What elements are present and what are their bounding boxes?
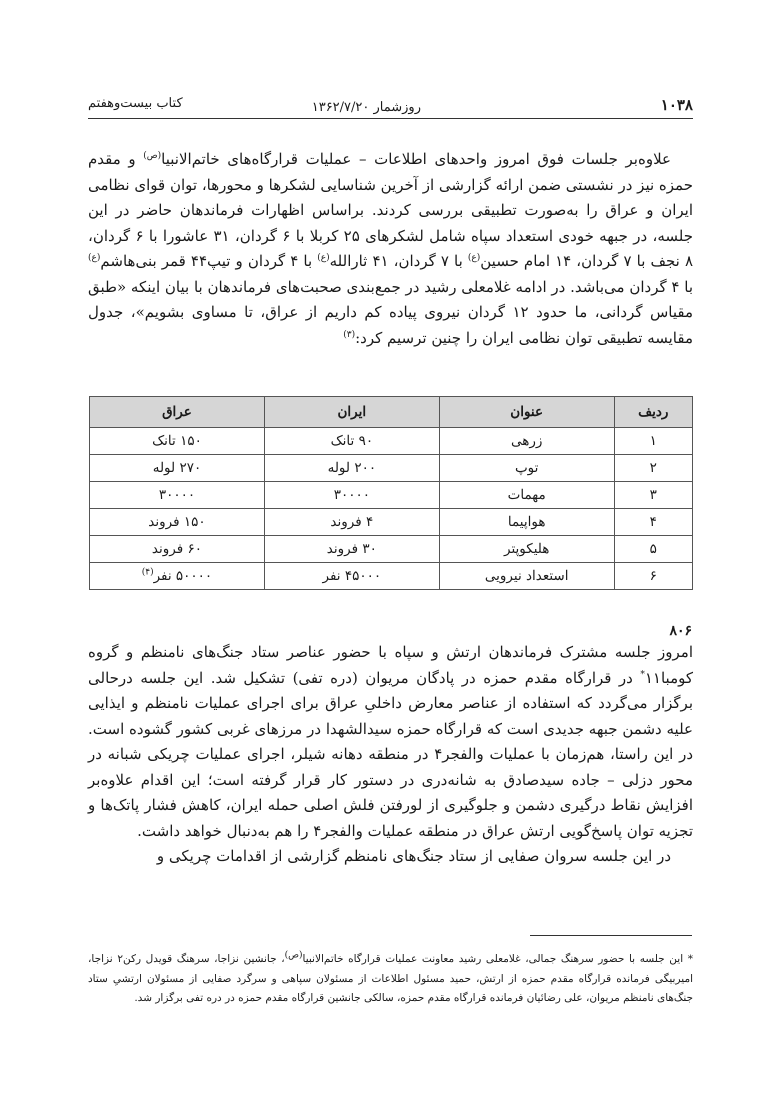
cell-iraq: ۲۷۰ لوله [90,455,265,482]
footnote: * این جلسه با حضور سرهنگ جمالی، غلامعلی رشید معاونت عملیات قرارگاه خاتم‌الانبیا$^{(ص)}$، جانشین نزاجا، سرهنگ قویدل رکن۲ نزاجا، امیربیگی فرمانده قرارگاه مقدم حمزه از ارتش، حمید مسئول اطلاعات از مسئولان سپاهی و سرگرد صفایی از مسئولان ارتشیِ ستاد جنگ‌های نامنظم مریوان، علی رضائیان فرمانده قرارگاه مقدم حمزه، سالکی جانشین قرارگاه مقدم حمزه در دره تفی برگزار شد. [88,950,693,1004]
section-body [88,640,693,870]
section-number: ۸۰۶ [669,623,692,639]
table-row [90,428,693,455]
footnote-divider [530,935,692,936]
cell-title: استعداد نیرویی [439,563,614,590]
cell-iraq: ۳۰۰۰۰ [90,482,265,509]
cell-row-number: ۱ [614,428,692,455]
table-row [90,455,693,482]
cell-iraq: ۵۰۰۰۰ نفر$^{(۴)}$ [90,563,265,590]
date-label: روزشمار ۱۳۶۲/۷/۲۰ [311,100,421,115]
page-number: ۱۰۳۸ [660,96,693,114]
table-row [90,563,693,590]
comparison-table [89,396,693,590]
cell-iran: ۳۰۰۰۰ [264,482,439,509]
table-row [90,536,693,563]
header-row-number: ردیف [614,397,692,428]
cell-iraq: ۱۵۰ فروند [90,509,265,536]
header-divider [88,118,693,119]
cell-row-number: ۳ [614,482,692,509]
cell-row-number: ۵ [614,536,692,563]
cell-iraq: ۶۰ فروند [90,536,265,563]
book-title: کتاب بیست‌وهفتم [88,96,183,111]
cell-iran: ۹۰ تانک [264,428,439,455]
cell-iraq: ۱۵۰ تانک [90,428,265,455]
cell-title: زرهی [439,428,614,455]
cell-title: هواپیما [439,509,614,536]
cell-iran: ۳۰ فروند [264,536,439,563]
cell-title: توپ [439,455,614,482]
cell-title: مهمات [439,482,614,509]
table-row [90,509,693,536]
cell-row-number: ۲ [614,455,692,482]
cell-row-number: ۶ [614,563,692,590]
header-title: عنوان [439,397,614,428]
table-header-row [90,397,693,428]
table-row [90,482,693,509]
cell-iran: ۴ فروند [264,509,439,536]
intro-paragraph: علاوه‌بر جلسات فوق امروز واحدهای اطلاعات – عملیات قرارگاه‌های خاتم‌الانبیا$^{(ص)}$ و مقدم حمزه نیز در نشستی ضمن ارائه گزارشی از آخرین شناسایی لشکرها و محورها، توان قوای نظامی ایران و عراق را به‌صورت تطبیقی بررسی کردند. براساس اظهارات فرماندهان حاضر در این جلسه، در جبهه خودی استعداد سپاه شامل لشکرهای ۲۵ کربلا با ۶ گردان، ۳۱ عاشورا با ۶ گردان، ۸ نجف با ۷ گردان، ۱۴ امام حسین$^{(ع)}$ با ۷ گردان، ۴۱ ثارالله$^{(ع)}$ با ۴ گردان و تیپ۴۴ قمر بنی‌هاشم$^{(ع)}$ با ۴ گردان می‌باشد. در ادامه غلامعلی رشید در جمع‌بندی صحبت‌های فرماندهان با بیان اینکه «طبق مقیاس گردانی، ما حدود ۱۲ گردان نیروی پیاده کم داریم از عراق، تا مساوی بشویم»، جدول مقایسه تطبیقی توان نظامی ایران را چنین ترسیم کرد:$^{(۳)}$ [88,150,694,347]
header-iraq: عراق [90,397,265,428]
cell-iran: ۴۵۰۰۰ نفر [264,563,439,590]
cell-iran: ۲۰۰ لوله [264,455,439,482]
page-header [88,96,693,120]
header-iran: ایران [264,397,439,428]
cell-title: هلیکوپتر [439,536,614,563]
section-paragraph: امروز جلسه مشترک فرماندهان ارتش و سپاه با حضور عناصر ستاد جنگ‌های نامنظم و گروه کومبا۱۱* در قرارگاه مقدم حمزه در پادگان مریوان (دره تفی) تشکیل شد. این جلسه درحالی برگزار می‌گردد که استفاده از عناصر معارض داخلیِ عراق برای اجرای عملیات نامنظم و ایذایی علیه دشمن جبهه جدیدی است که قرارگاه حمزه سیدالشهدا در مرزهای غربی کشور گشوده است. در این راستا، هم‌زمان با عملیات والفجر۴ در منطقه دهانه شیلر، اجرای عملیات چریکی شبانه در محور دزلی – جاده سیدصادق به شانه‌دری در دستور کار قرار گرفته است؛ این اقدام علاوه‌بر افزایش نقاط درگیری دشمن و جلوگیری از لورفتن فلش اصلی حمله ایران، کاهش فشار پاتک‌ها و تجزیه توان پاسخ‌گویی ارتش عراق در منطقه عملیات والفجر۴ را هم به‌دنبال خواهد داشت. [88,643,693,840]
cell-row-number: ۴ [614,509,692,536]
section-paragraph: در این جلسه سروان صفایی از ستاد جنگ‌های نامنظم گزارشی از اقدامات چریکی و [156,847,671,865]
